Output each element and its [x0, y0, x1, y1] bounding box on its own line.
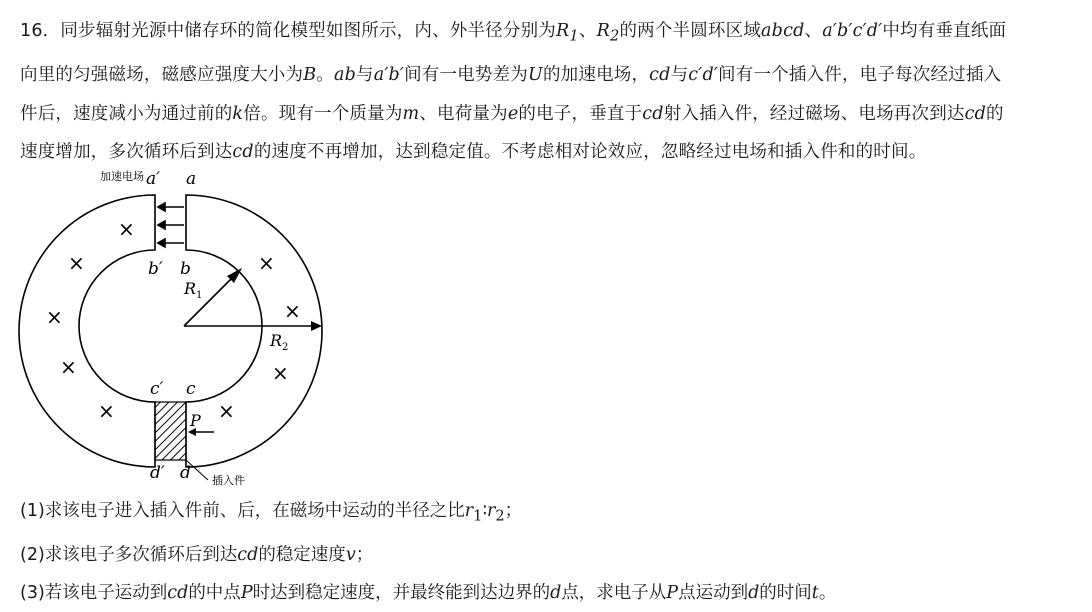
- radius-r2-arrowhead: [311, 321, 322, 331]
- math-cd-prime: c′d′: [688, 65, 719, 85]
- text-segment: ；: [504, 501, 523, 521]
- right-half-ring: [186, 195, 322, 467]
- label-b: b: [180, 259, 191, 279]
- field-cross: ×: [60, 355, 77, 379]
- label-p: P: [190, 411, 201, 430]
- text-segment: 速度增加，多次循环后到达: [20, 142, 233, 162]
- label-r1: $R_1$: [184, 279, 203, 301]
- math-abcd: abcd: [761, 21, 805, 41]
- math-cd: cd: [649, 65, 671, 85]
- accel-field-arrows: [158, 203, 184, 247]
- text-segment: ∶: [482, 501, 488, 521]
- text-segment: 。: [818, 582, 837, 603]
- field-cross: ×: [46, 305, 63, 329]
- math-P: P: [240, 582, 253, 603]
- label-insertion-piece: 插入件: [212, 474, 245, 487]
- text-segment: 间有一个插入件，电子每次经过插入: [718, 65, 1002, 85]
- math-R2: $R_2$: [596, 21, 620, 45]
- field-cross: ×: [272, 361, 289, 385]
- field-cross: ×: [284, 299, 301, 323]
- text-segment: 射入插入件，经过磁场、电场再次到达: [663, 103, 965, 124]
- math-k: k: [232, 103, 244, 124]
- math-cd: cd: [232, 142, 254, 162]
- problem-line-2: [20, 56, 1070, 95]
- text-segment: 的时间: [759, 582, 812, 603]
- text-segment: (1)求该电子进入插入件前、后，在磁场中运动的半径之比: [20, 501, 465, 521]
- text-segment: (3)若该电子运动到: [20, 582, 168, 603]
- text-segment: 件后，速度减小为通过前的: [20, 103, 233, 124]
- math-e: e: [507, 103, 519, 124]
- label-accel-field: 加速电场: [100, 170, 144, 183]
- text-segment: 的加速电场，: [542, 65, 650, 85]
- field-cross: ×: [218, 399, 235, 423]
- question-3: [20, 574, 1070, 612]
- label-a-prime: a′: [146, 169, 160, 189]
- text-segment: 间有一电势差为: [404, 65, 529, 85]
- math-U: U: [528, 65, 543, 85]
- text-segment: 向里的匀强磁场，磁感应强度大小为: [20, 65, 304, 85]
- label-c-prime: c′: [150, 379, 164, 399]
- math-cd: cd: [964, 103, 987, 124]
- diagram-svg: [18, 162, 338, 492]
- math-abcd-prime: a′b′c′d′: [822, 21, 883, 41]
- math-d: d: [748, 582, 760, 603]
- field-cross: ×: [118, 217, 135, 241]
- text-segment: 的中点: [188, 582, 241, 603]
- math-ab-prime: a′b′: [373, 65, 405, 85]
- field-cross: ×: [98, 399, 115, 423]
- math-d: d: [550, 582, 562, 603]
- text-segment: 时达到稳定速度，并最终能到达边界的: [252, 582, 551, 603]
- math-cd: cd: [167, 582, 189, 603]
- math-r2: $r_2$: [487, 501, 505, 525]
- label-d-prime: d′: [150, 463, 165, 483]
- text-segment: 的两个半圆环区域: [619, 21, 762, 41]
- label-c: c: [186, 379, 196, 399]
- math-ab: ab: [333, 65, 357, 85]
- math-t: t: [811, 582, 819, 603]
- text-segment: 。: [316, 65, 334, 85]
- math-cd: cd: [642, 103, 664, 124]
- text-segment: 的: [986, 103, 1004, 124]
- problem-number: 16．: [20, 21, 61, 41]
- text-segment: ；: [355, 544, 374, 565]
- storage-ring-diagram: [18, 162, 338, 492]
- problem-line-1: [20, 12, 1070, 56]
- field-cross: ×: [258, 251, 275, 275]
- problem-statement: [20, 12, 1070, 172]
- text-segment: 与: [356, 65, 374, 85]
- text-segment: 同步辐射光源中储存环的简化模型如图所示，内、外半径分别为: [60, 21, 556, 41]
- text-segment: 、: [578, 21, 597, 41]
- text-segment: (2)求该电子多次循环后到达: [20, 544, 238, 565]
- math-v: v: [345, 544, 356, 565]
- label-b-prime: b′: [148, 259, 163, 279]
- question-list: [20, 492, 1070, 612]
- math-r1: $r_1$: [464, 501, 483, 525]
- math-P: P: [666, 582, 679, 603]
- math-B: B: [303, 65, 317, 85]
- problem-line-3: [20, 95, 1070, 134]
- field-cross: ×: [68, 251, 85, 275]
- label-r2: $R_2$: [270, 331, 289, 353]
- label-a: a: [186, 169, 197, 189]
- text-segment: 的电子，垂直于: [518, 103, 643, 124]
- text-segment: 、: [804, 21, 823, 41]
- question-1: [20, 492, 1070, 536]
- text-segment: 点运动到: [678, 582, 749, 603]
- text-segment: 点，求电子从: [561, 582, 667, 603]
- math-R1: $R_1$: [555, 21, 579, 45]
- insertion-piece: [155, 402, 186, 460]
- text-segment: 的稳定速度: [258, 544, 346, 565]
- math-cd: cd: [237, 544, 259, 565]
- question-2: [20, 536, 1070, 574]
- text-segment: 的速度不再增加，达到稳定值。不考虑相对论效应，忽略经过电场和插入件和的时间。: [253, 142, 927, 162]
- label-d: d: [180, 463, 191, 483]
- text-segment: 中均有垂直纸面: [882, 21, 1007, 41]
- text-segment: 与: [670, 65, 689, 85]
- math-m: m: [402, 103, 420, 124]
- text-segment: 倍。现有一个质量为: [243, 103, 403, 124]
- text-segment: 、电荷量为: [419, 103, 508, 124]
